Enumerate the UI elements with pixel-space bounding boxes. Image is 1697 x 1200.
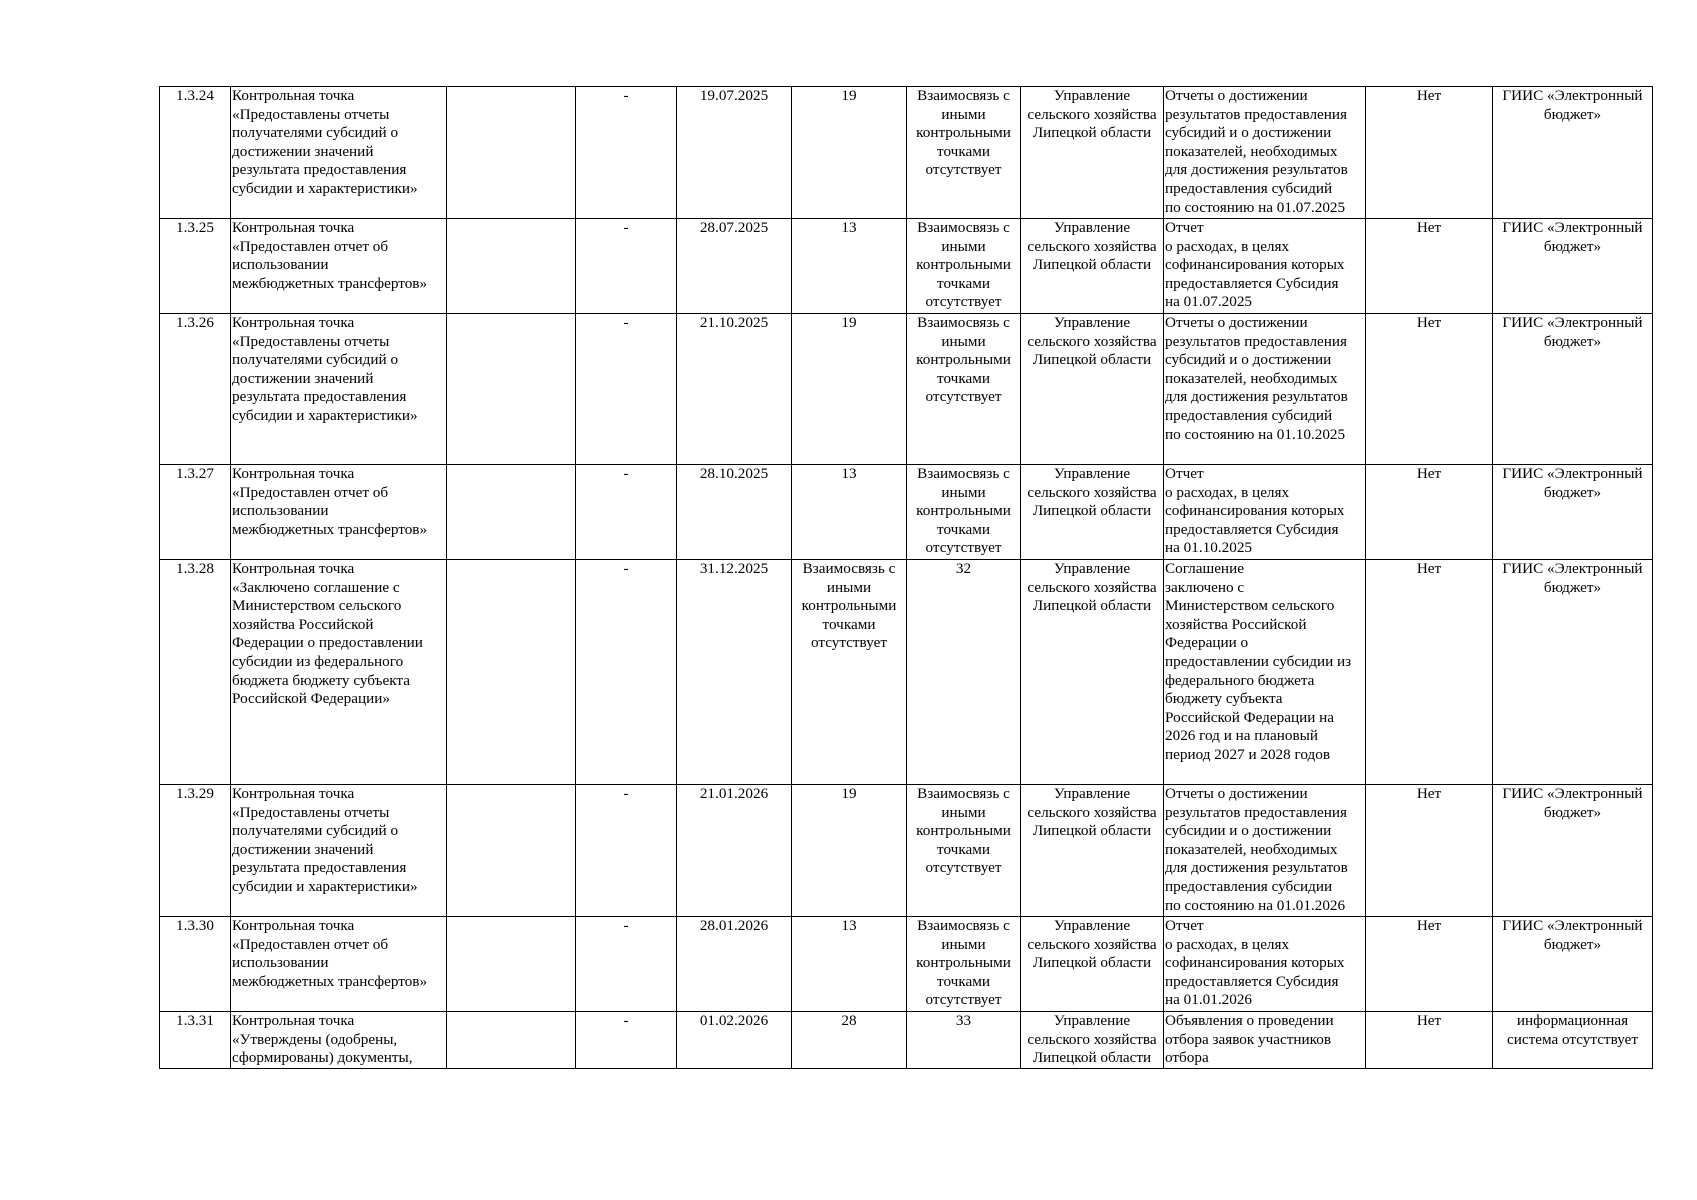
deadline-date: 31.12.2025 [677, 560, 792, 785]
responsible-executor: Управление сельского хозяйства Липецкой области [1021, 219, 1164, 314]
control-point-name: Контрольная точка «Утверждены (одобрены, сформированы) документы, [231, 1012, 447, 1069]
predecessor-cell: 13 [792, 917, 907, 1012]
control-point-name: Контрольная точка «Заключено соглашение с Министерством сельского хозяйства Российской Федерации о предоставлении субсидии из федерального бюджета бюджету субъекта Российской Федерации» [231, 560, 447, 785]
empty-cell [447, 465, 576, 560]
flag-cell: Нет [1366, 1012, 1493, 1069]
successor-cell: Взаимосвязь с иными контрольными точками отсутствует [907, 219, 1021, 314]
flag-cell: Нет [1366, 87, 1493, 219]
dash-cell: - [576, 917, 677, 1012]
control-points-table [159, 86, 1653, 1069]
dash-cell: - [576, 785, 677, 917]
empty-cell [447, 219, 576, 314]
responsible-executor: Управление сельского хозяйства Липецкой области [1021, 314, 1164, 465]
information-system: ГИИС «Электронный бюджет» [1493, 465, 1653, 560]
deadline-date: 28.10.2025 [677, 465, 792, 560]
result-document: Отчеты о достижении результатов предоставления субсидий и о достижении показателей, необходимых для достижения результатов предоставления субсидий по состоянию на 01.07.2025 [1164, 87, 1366, 219]
flag-cell: Нет [1366, 465, 1493, 560]
empty-cell [447, 785, 576, 917]
table-row [160, 465, 1653, 560]
empty-cell [447, 917, 576, 1012]
deadline-date: 28.01.2026 [677, 917, 792, 1012]
successor-cell: 33 [907, 1012, 1021, 1069]
predecessor-cell: 13 [792, 219, 907, 314]
result-document: Отчеты о достижении результатов предоставления субсидий и о достижении показателей, необходимых для достижения результатов предоставления субсидий по состоянию на 01.10.2025 [1164, 314, 1366, 465]
dash-cell: - [576, 1012, 677, 1069]
information-system: ГИИС «Электронный бюджет» [1493, 917, 1653, 1012]
empty-cell [447, 87, 576, 219]
table-row [160, 87, 1653, 219]
responsible-executor: Управление сельского хозяйства Липецкой области [1021, 785, 1164, 917]
information-system: информационная система отсутствует [1493, 1012, 1653, 1069]
successor-cell: Взаимосвязь с иными контрольными точками отсутствует [907, 465, 1021, 560]
row-number: 1.3.25 [160, 219, 231, 314]
successor-cell: 32 [907, 560, 1021, 785]
flag-cell: Нет [1366, 219, 1493, 314]
dash-cell: - [576, 219, 677, 314]
empty-cell [447, 560, 576, 785]
flag-cell: Нет [1366, 314, 1493, 465]
flag-cell: Нет [1366, 560, 1493, 785]
result-document: Объявления о проведении отбора заявок участников отбора [1164, 1012, 1366, 1069]
table-row [160, 219, 1653, 314]
control-point-name: Контрольная точка «Предоставлен отчет об использовании межбюджетных трансфертов» [231, 465, 447, 560]
successor-cell: Взаимосвязь с иными контрольными точками отсутствует [907, 87, 1021, 219]
responsible-executor: Управление сельского хозяйства Липецкой области [1021, 917, 1164, 1012]
control-point-name: Контрольная точка «Предоставлен отчет об использовании межбюджетных трансфертов» [231, 219, 447, 314]
table-row [160, 560, 1653, 785]
table-row [160, 314, 1653, 465]
result-document: Отчет о расходах, в целях софинансирования которых предоставляется Субсидия на 01.01.2026 [1164, 917, 1366, 1012]
control-point-name: Контрольная точка «Предоставлены отчеты получателями субсидий о достижении значений результата предоставления субсидии и характеристики» [231, 785, 447, 917]
row-number: 1.3.30 [160, 917, 231, 1012]
predecessor-cell: 19 [792, 785, 907, 917]
dash-cell: - [576, 560, 677, 785]
predecessor-cell: 19 [792, 87, 907, 219]
predecessor-cell: 13 [792, 465, 907, 560]
table-row [160, 1012, 1653, 1069]
responsible-executor: Управление сельского хозяйства Липецкой области [1021, 560, 1164, 785]
result-document: Отчет о расходах, в целях софинансирования которых предоставляется Субсидия на 01.10.2025 [1164, 465, 1366, 560]
row-number: 1.3.27 [160, 465, 231, 560]
successor-cell: Взаимосвязь с иными контрольными точками отсутствует [907, 785, 1021, 917]
flag-cell: Нет [1366, 785, 1493, 917]
control-point-name: Контрольная точка «Предоставлен отчет об использовании межбюджетных трансфертов» [231, 917, 447, 1012]
table-row [160, 917, 1653, 1012]
flag-cell: Нет [1366, 917, 1493, 1012]
deadline-date: 21.10.2025 [677, 314, 792, 465]
row-number: 1.3.26 [160, 314, 231, 465]
information-system: ГИИС «Электронный бюджет» [1493, 314, 1653, 465]
deadline-date: 21.01.2026 [677, 785, 792, 917]
dash-cell: - [576, 87, 677, 219]
row-number: 1.3.24 [160, 87, 231, 219]
information-system: ГИИС «Электронный бюджет» [1493, 785, 1653, 917]
dash-cell: - [576, 314, 677, 465]
table-row [160, 785, 1653, 917]
result-document: Соглашение заключено с Министерством сельского хозяйства Российской Федерации о предоставлении субсидии из федерального бюджета бюджету субъекта Российской Федерации на 2026 год и на плановый период 2027 и 2028 годов [1164, 560, 1366, 785]
successor-cell: Взаимосвязь с иными контрольными точками отсутствует [907, 314, 1021, 465]
row-number: 1.3.28 [160, 560, 231, 785]
row-number: 1.3.31 [160, 1012, 231, 1069]
predecessor-cell: 19 [792, 314, 907, 465]
information-system: ГИИС «Электронный бюджет» [1493, 87, 1653, 219]
responsible-executor: Управление сельского хозяйства Липецкой области [1021, 465, 1164, 560]
information-system: ГИИС «Электронный бюджет» [1493, 219, 1653, 314]
row-number: 1.3.29 [160, 785, 231, 917]
deadline-date: 28.07.2025 [677, 219, 792, 314]
control-point-name: Контрольная точка «Предоставлены отчеты получателями субсидий о достижении значений результата предоставления субсидии и характеристики» [231, 314, 447, 465]
result-document: Отчет о расходах, в целях софинансирования которых предоставляется Субсидия на 01.07.2025 [1164, 219, 1366, 314]
control-point-name: Контрольная точка «Предоставлены отчеты получателями субсидий о достижении значений результата предоставления субсидии и характеристики» [231, 87, 447, 219]
table-body [160, 87, 1653, 1069]
successor-cell: Взаимосвязь с иными контрольными точками отсутствует [907, 917, 1021, 1012]
predecessor-cell: Взаимосвязь с иными контрольными точками отсутствует [792, 560, 907, 785]
responsible-executor: Управление сельского хозяйства Липецкой области [1021, 87, 1164, 219]
deadline-date: 01.02.2026 [677, 1012, 792, 1069]
responsible-executor: Управление сельского хозяйства Липецкой области [1021, 1012, 1164, 1069]
predecessor-cell: 28 [792, 1012, 907, 1069]
result-document: Отчеты о достижении результатов предоставления субсидии и о достижении показателей, необходимых для достижения результатов предоставления субсидии по состоянию на 01.01.2026 [1164, 785, 1366, 917]
empty-cell [447, 1012, 576, 1069]
empty-cell [447, 314, 576, 465]
deadline-date: 19.07.2025 [677, 87, 792, 219]
information-system: ГИИС «Электронный бюджет» [1493, 560, 1653, 785]
dash-cell: - [576, 465, 677, 560]
